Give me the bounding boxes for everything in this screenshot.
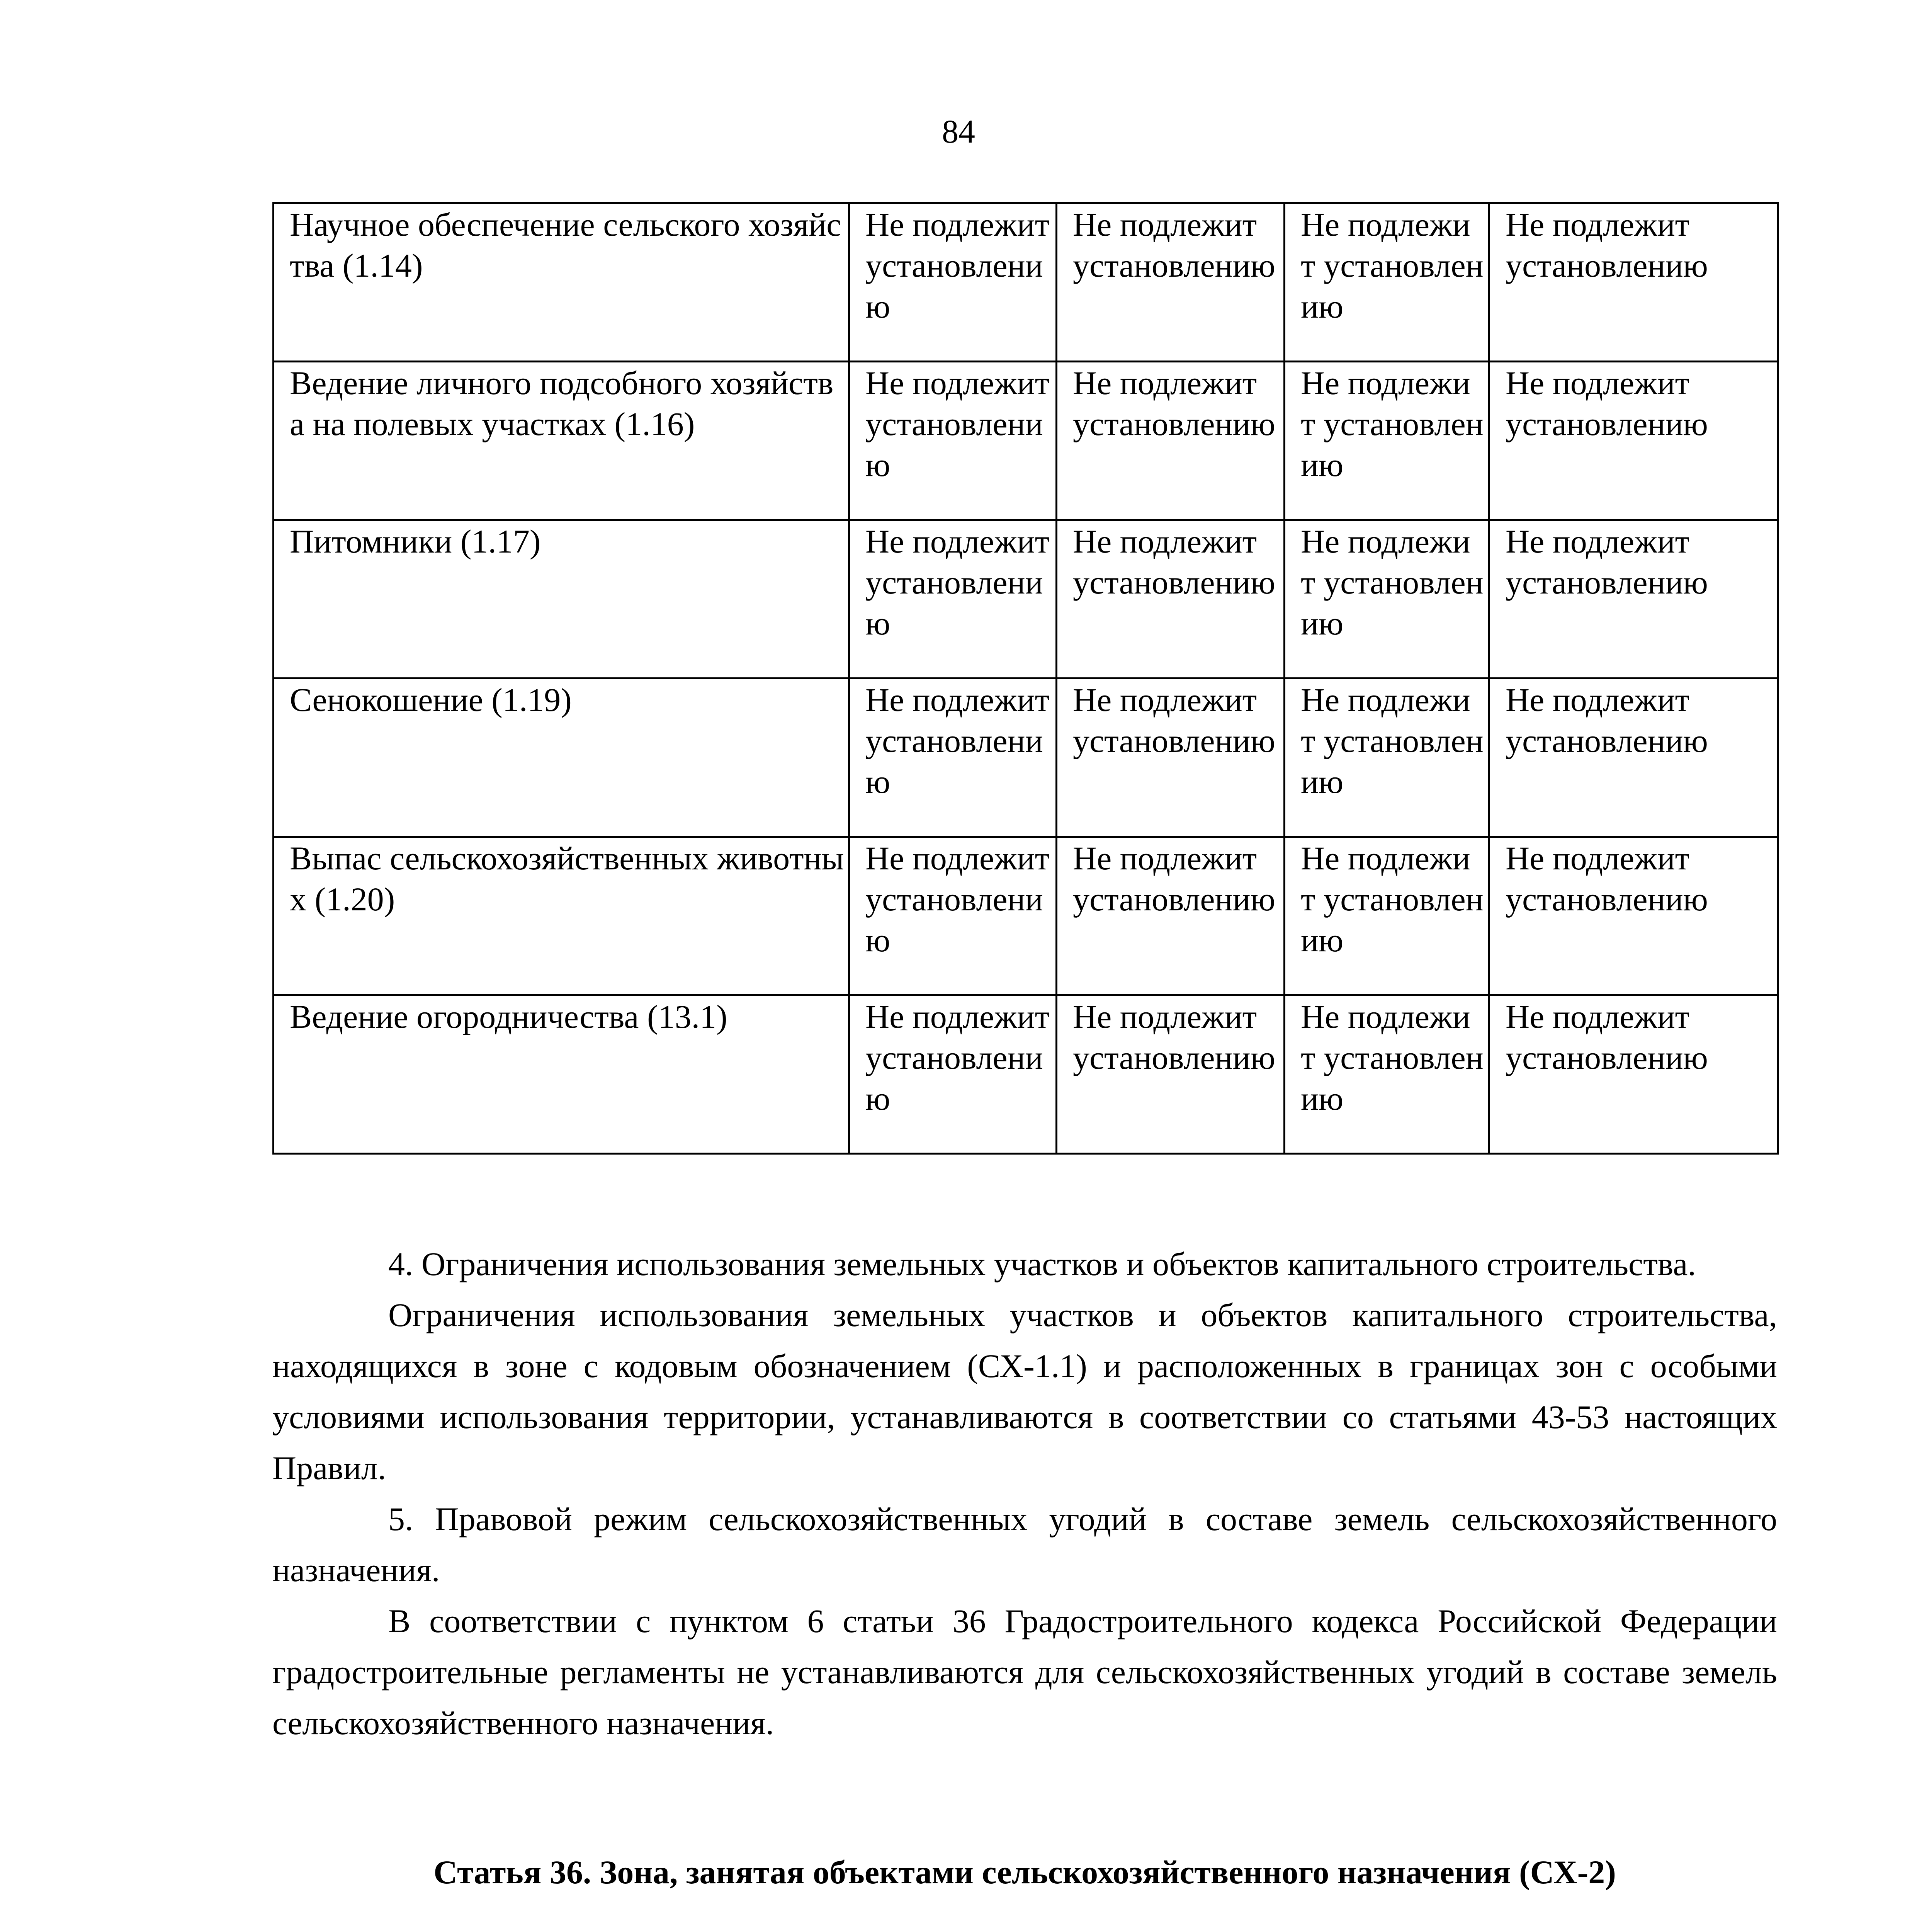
paragraph: 5. Правовой режим сельскохозяйственных угодий в составе земель сельскохозяйственного назначения.	[272, 1500, 1777, 1588]
table-row	[274, 837, 1778, 995]
table-cell: Не подлежит установлению	[1057, 837, 1285, 995]
table-cell: Не подлежит установлению	[1489, 203, 1778, 362]
table-cell: Не подлежит установлению	[849, 203, 1057, 362]
table-cell: Не подлежит установлению	[1489, 837, 1778, 995]
table-cell: Не подлежит установлению	[849, 520, 1057, 679]
table-cell: Не подлежит установлению	[849, 995, 1057, 1154]
table-cell: Не подлежит установлению	[1489, 362, 1778, 520]
table-cell: Не подлежит установлению	[1285, 837, 1489, 995]
table-cell-name: Сенокошение (1.19)	[274, 679, 849, 837]
table-cell: Не подлежит установлению	[1057, 995, 1285, 1154]
table-cell: Не подлежит установлению	[849, 837, 1057, 995]
limits-table	[272, 202, 1779, 1155]
table-cell: Не подлежит установлению	[1057, 362, 1285, 520]
table-cell: Не подлежит установлению	[1489, 995, 1778, 1154]
table-cell: Не подлежит установлению	[1057, 203, 1285, 362]
article-heading: Статья 36. Зона, занятая объектами сельскохозяйственного назначения (СХ-2)	[433, 1854, 1616, 1891]
paragraph: В соответствии с пунктом 6 статьи 36 Градостроительного кодекса Российской Федерации градостроительные регламенты не устанавливаются для сельскохозяйственных угодий в составе земель сельскохозяйственного назначения.	[272, 1602, 1777, 1742]
table-row	[274, 520, 1778, 679]
table-row	[274, 203, 1778, 362]
table-cell: Не подлежит установлению	[1285, 203, 1489, 362]
page-number: 84	[942, 113, 975, 150]
table-cell: Не подлежит установлению	[1489, 679, 1778, 837]
table-cell: Не подлежит установлению	[849, 362, 1057, 520]
body-text-part1	[272, 1238, 1777, 1748]
table-cell-name: Выпас сельскохозяйственных животных (1.20)	[274, 837, 849, 995]
table-cell-name: Ведение огородничества (13.1)	[274, 995, 849, 1154]
table-cell: Не подлежит установлению	[1057, 679, 1285, 837]
table-cell: Не подлежит установлению	[1285, 995, 1489, 1154]
table-cell: Не подлежит установлению	[1285, 679, 1489, 837]
table-cell: Не подлежит установлению	[1057, 520, 1285, 679]
table-cell: Не подлежит установлению	[1285, 362, 1489, 520]
table-cell-name: Ведение личного подсобного хозяйства на полевых участках (1.16)	[274, 362, 849, 520]
table-row	[274, 679, 1778, 837]
table-cell-name: Питомники (1.17)	[274, 520, 849, 679]
table-cell: Не подлежит установлению	[1489, 520, 1778, 679]
table-row	[274, 995, 1778, 1154]
table-cell: Не подлежит установлению	[1285, 520, 1489, 679]
table-row	[274, 362, 1778, 520]
paragraph: 4. Ограничения использования земельных участков и объектов капитального строительства.	[388, 1245, 1696, 1282]
table-cell: Не подлежит установлению	[849, 679, 1057, 837]
table-cell-name: Научное обеспечение сельского хозяйства (1.14)	[274, 203, 849, 362]
paragraph: Ограничения использования земельных участков и объектов капитального строительства, находящихся в зоне с кодовым обозначением (СХ-1.1) и расположенных в границах зон с особыми условиями использования территории, устанавливаются в соответствии со статьями 43-53 настоящих Правил.	[272, 1296, 1777, 1486]
